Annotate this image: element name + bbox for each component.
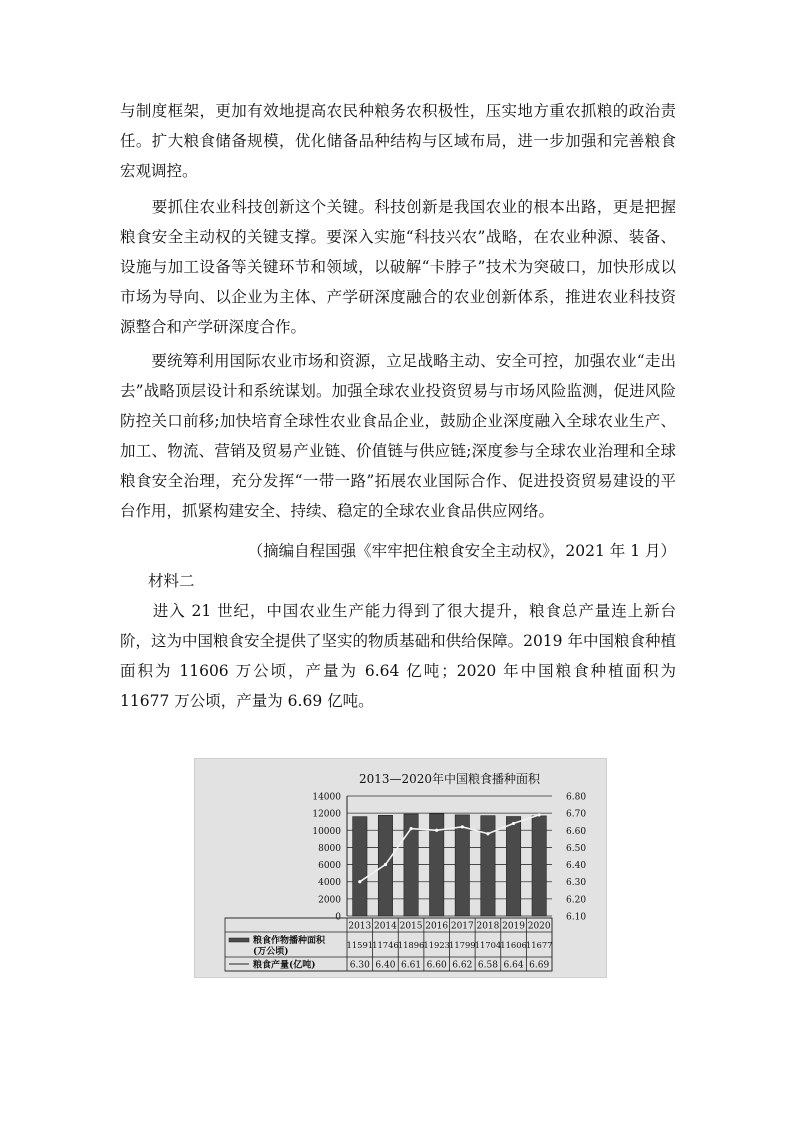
line-value-label: 6.64 (503, 960, 524, 971)
line-point (358, 880, 361, 883)
bar-value-label: 11606 (500, 940, 527, 950)
y-left-tick-label: 0 (335, 912, 341, 923)
y-right-tick-label: 6.10 (566, 912, 587, 923)
line-point (512, 822, 515, 825)
y-left-tick-label: 2000 (318, 895, 341, 906)
material-2-label: 材料二 (148, 572, 195, 590)
y-right-tick-label: 6.30 (566, 878, 587, 889)
line-value-label: 6.61 (401, 960, 422, 971)
legend-line-label: 粮食产量(亿吨) (253, 960, 316, 971)
x-tick-label: 2020 (527, 921, 551, 932)
material-2-paragraph: 进入 21 世纪，中国农业生产能力得到了很大提升，粮食总产量连上新台阶，这为中国粮食安全提供了坚实的物质基础和供给保障。2019 年中国粮食种植面积为 11606 万公顷，产量为 6.64 亿吨；2020 年中国粮食种植面积为 11677 万公顷，产量为 6.69 亿吨。 (120, 602, 676, 710)
y-right-tick-label: 6.20 (566, 895, 587, 906)
line-value-label: 6.69 (529, 960, 550, 971)
chart-figure (194, 758, 607, 978)
paragraph-1: 与制度框架，更加有效地提高农民种粮务农积极性，压实地方重农抓粮的政治责任。扩大粮食储备规模，优化储备品种结构与区域布局，进一步加强和完善粮食宏观调控。 (120, 102, 676, 180)
bar-value-label: 11677 (525, 940, 553, 950)
x-tick-label: 2018 (476, 921, 500, 932)
bar-value-label: 11591 (346, 940, 374, 950)
bar (353, 817, 367, 916)
chart-svg (195, 759, 606, 977)
bar (532, 816, 546, 916)
legend-bar-swatch (229, 938, 249, 942)
bar (455, 815, 469, 916)
line-value-label: 6.62 (452, 960, 473, 971)
x-tick-label: 2017 (450, 921, 474, 932)
bar-value-label: 11746 (372, 940, 399, 950)
line-value-label: 6.40 (375, 960, 396, 971)
line-value-label: 6.30 (349, 960, 370, 971)
bar-value-label: 11923 (423, 940, 451, 950)
line-value-label: 6.60 (426, 960, 447, 971)
legend-bar-label: 粮食作物播种面积 (253, 936, 326, 946)
chart-title: 2013—2020年中国粮食播种面积 (358, 772, 541, 786)
paragraph-2: 要抓住农业科技创新这个关键。科技创新是我国农业的根本出路，更是把握粮食安全主动权的关键支撑。要深入实施“科技兴农”战略，在农业种源、装备、设施与加工设备等关键环节和领域，以破解“卡脖子”技术为突破口，加快形成以市场为导向、以企业为主体、产学研深度融合的农业创新体系，推进农业科技资源整合和产学研深度合作。 (120, 198, 676, 336)
line-point (409, 827, 412, 830)
y-left-tick-label: 8000 (318, 843, 341, 854)
x-tick-label: 2013 (348, 921, 372, 932)
x-tick-label: 2016 (425, 921, 449, 932)
citation-source: （摘编自程国强《牢牢把住粮食安全主动权》，2021 年 1 月） (247, 542, 676, 560)
y-right-tick-label: 6.80 (566, 792, 587, 803)
y-left-tick-label: 6000 (318, 861, 341, 872)
x-tick-label: 2019 (502, 921, 526, 932)
line-point (486, 832, 489, 835)
line-point (384, 863, 387, 866)
y-right-tick-label: 6.50 (566, 843, 587, 854)
line-point (538, 813, 541, 816)
legend-bar-unit: (万公顷) (253, 947, 289, 957)
paragraph-3: 要统筹利用国际农业市场和资源，立足战略主动、安全可控，加强农业“走出去”战略顶层设计和系统谋划。加强全球农业投资贸易与市场风险监测，促进风险防控关口前移;加快培育全球性农业食品企业，鼓励企业深度融入全球农业生产、加工、物流、营销及贸易产业链、价值链与供应链;深度参与全球农业治理和全球粮食安全治理，充分发挥“一带一路”拓展农业国际合作、促进投资贸易建设的平台作用，抓紧构建安全、持续、稳定的全球农业食品供应网络。 (120, 352, 676, 520)
x-tick-label: 2014 (373, 921, 397, 932)
bar-value-label: 11799 (448, 940, 476, 950)
y-right-tick-label: 6.40 (566, 861, 587, 872)
line-point (461, 825, 464, 828)
bar (481, 816, 495, 916)
y-left-tick-label: 10000 (312, 826, 341, 837)
bar (506, 817, 520, 916)
y-right-tick-label: 6.70 (566, 809, 587, 820)
line-point (435, 829, 438, 832)
y-left-tick-label: 14000 (312, 792, 341, 803)
bar-value-label: 11704 (474, 940, 502, 950)
x-tick-label: 2015 (399, 921, 423, 932)
y-left-tick-label: 12000 (312, 809, 341, 820)
y-left-tick-label: 4000 (318, 878, 341, 889)
bar-value-label: 11896 (397, 940, 425, 950)
y-right-tick-label: 6.60 (566, 826, 587, 837)
line-value-label: 6.58 (477, 960, 498, 971)
